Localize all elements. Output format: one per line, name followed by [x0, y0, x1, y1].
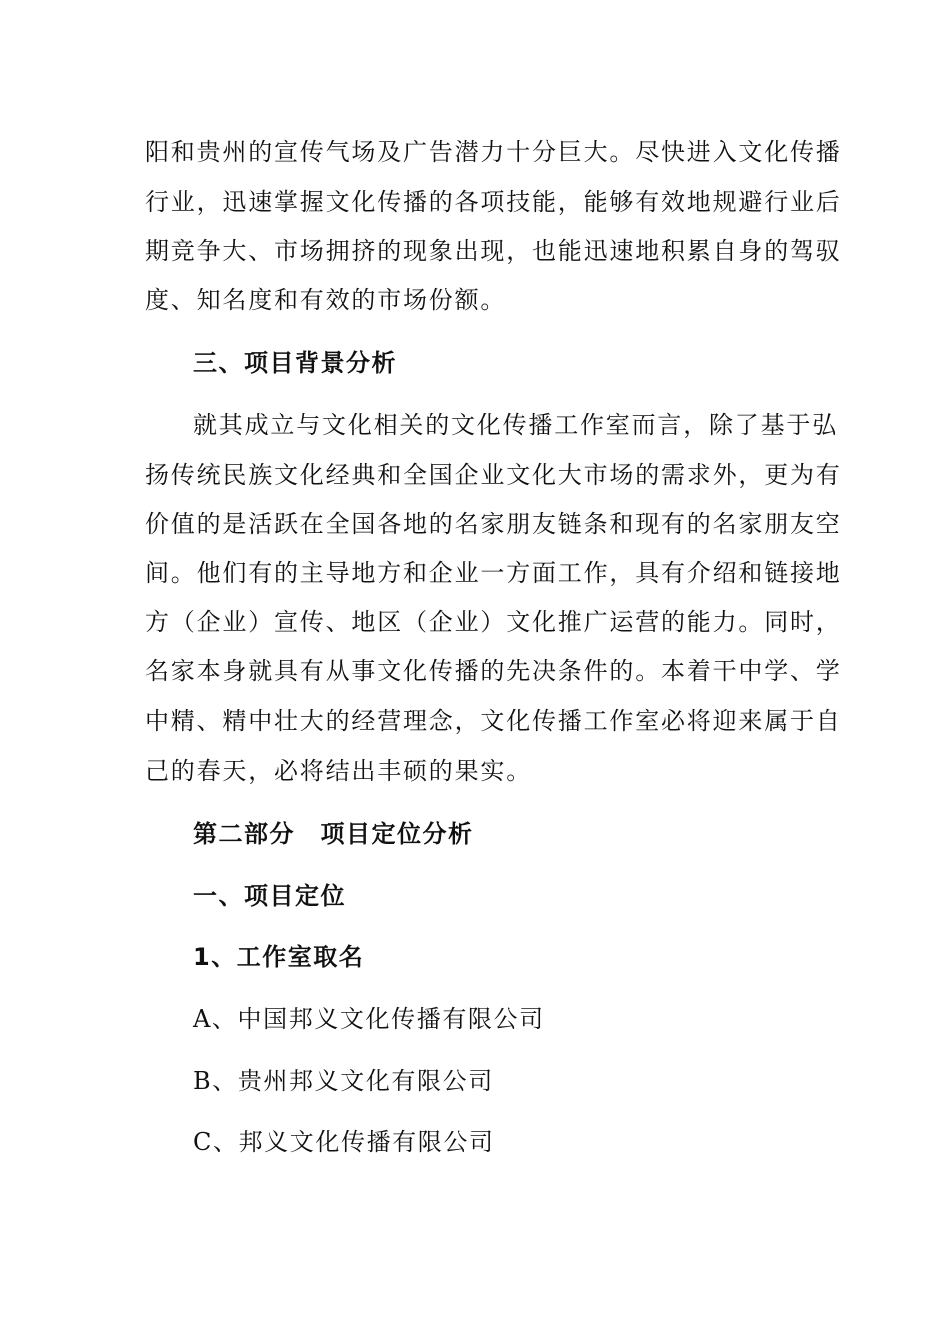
subsection-heading: 一、项目定位	[193, 882, 346, 910]
paragraph-line: 名家本身就具有从事文化传播的先决条件的。本着干中学、学	[145, 657, 842, 685]
paragraph-line: 阳和贵州的宣传气场及广告潜力十分巨大。尽快进入文化传播	[145, 138, 842, 166]
list-item: A、中国邦义文化传播有限公司	[193, 1005, 545, 1033]
part-heading: 第二部分 项目定位分析	[193, 820, 474, 848]
paragraph-line: 间。他们有的主导地方和企业一方面工作，具有介绍和链接地	[145, 559, 842, 587]
paragraph-line: 期竞争大、市场拥挤的现象出现，也能迅速地积累自身的驾驭	[145, 237, 842, 265]
paragraph-line: 价值的是活跃在全国各地的名家朋友链条和现有的名家朋友空	[145, 510, 842, 538]
list-item: C、邦义文化传播有限公司	[193, 1128, 495, 1156]
section-heading: 三、项目背景分析	[193, 349, 397, 377]
paragraph-line: 方（企业）宣传、地区（企业）文化推广运营的能力。同时，	[145, 608, 842, 636]
paragraph-line: 就其成立与文化相关的文化传播工作室而言，除了基于弘	[193, 411, 838, 439]
paragraph-line: 扬传统民族文化经典和全国企业文化大市场的需求外，更为有	[145, 461, 842, 489]
list-item: B、贵州邦义文化有限公司	[193, 1067, 494, 1095]
paragraph-line: 中精、精中壮大的经营理念，文化传播工作室必将迎来属于自	[145, 707, 842, 735]
subsubsection-heading: 1、工作室取名	[193, 943, 365, 971]
paragraph-line: 己的春天，必将结出丰硕的果实。	[145, 757, 532, 785]
paragraph-line: 行业，迅速掌握文化传播的各项技能，能够有效地规避行业后	[145, 188, 842, 216]
paragraph-line: 度、知名度和有效的市场份额。	[145, 286, 507, 314]
